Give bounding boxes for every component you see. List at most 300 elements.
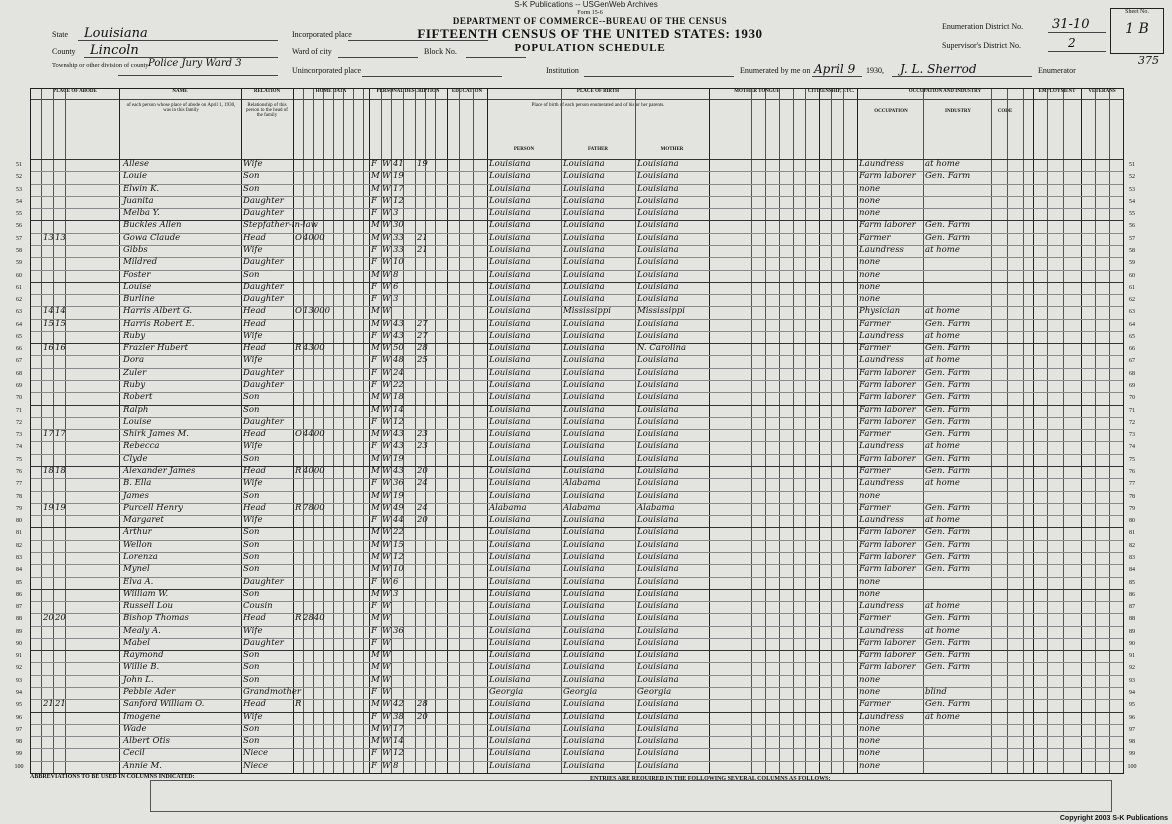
relation: Head <box>243 232 266 243</box>
group-occupation: OCCUPATION AND INDUSTRY <box>857 89 1033 100</box>
table-row <box>16 404 1135 417</box>
person-name: Cecil <box>123 748 145 759</box>
row-number-right: 74 <box>1129 444 1135 451</box>
supervisor-district-value: 2 <box>1068 36 1076 50</box>
row-number-left: 71 <box>16 407 22 414</box>
father-birthplace: Louisiana <box>563 723 605 734</box>
mother-birthplace: Louisiana <box>637 453 679 464</box>
row-number-left: 60 <box>16 272 22 279</box>
sex: F <box>371 355 377 366</box>
archive-banner: S-K Publications -- USGenWeb Archives <box>514 0 658 9</box>
relation: Head <box>243 306 266 317</box>
relation: Daughter <box>243 416 284 427</box>
row-number-left: 81 <box>16 530 22 537</box>
occupation: none <box>859 195 881 206</box>
birthplace: Louisiana <box>489 330 531 341</box>
person-name: Zuler <box>123 367 147 378</box>
group-education: EDUCATION <box>447 89 487 100</box>
industry: Gen. Farm <box>925 502 971 513</box>
race: W <box>382 208 391 219</box>
age: 44 <box>393 515 404 526</box>
sex: M <box>371 588 380 599</box>
birth-column-note: Place of birth of each person enumerated and of his or her parents. <box>531 103 665 108</box>
row-number-left: 89 <box>16 628 22 635</box>
row-number-left: 55 <box>16 211 22 218</box>
row-number-left: 95 <box>16 702 22 709</box>
row-number-right: 93 <box>1129 677 1135 684</box>
sex: F <box>371 748 377 759</box>
person-name: Robert <box>123 392 153 403</box>
incorporated-label: Incorporated place <box>292 30 352 39</box>
birth-father-header: FATHER <box>587 147 609 152</box>
mother-birthplace: Louisiana <box>637 736 679 747</box>
enumerator-label: Enumerator <box>1038 66 1076 75</box>
age-at-marriage: 20 <box>417 515 428 526</box>
birthplace: Louisiana <box>489 367 531 378</box>
mother-birthplace: Louisiana <box>637 220 679 231</box>
owned-rented: O <box>295 306 302 317</box>
sex: F <box>371 441 377 452</box>
row-number-right: 96 <box>1129 714 1135 721</box>
father-birthplace: Louisiana <box>563 269 605 280</box>
owned-rented: R <box>295 502 302 513</box>
birthplace: Louisiana <box>489 711 531 722</box>
industry: blind <box>925 687 947 698</box>
table-row <box>16 269 1135 282</box>
race: W <box>382 539 391 550</box>
industry: Gen. Farm <box>925 429 971 440</box>
father-birthplace: Louisiana <box>563 637 605 648</box>
race: W <box>382 195 391 206</box>
owned-rented: R <box>295 466 302 476</box>
person-name: Elva A. <box>123 576 154 587</box>
birthplace: Louisiana <box>489 723 531 734</box>
dwelling-number: 17 <box>43 429 54 440</box>
age-at-marriage: 27 <box>417 330 428 341</box>
father-birthplace: Alabama <box>563 502 601 513</box>
birthplace: Louisiana <box>489 195 531 206</box>
age-at-marriage: 24 <box>417 478 428 489</box>
row-number-left: 96 <box>16 714 22 721</box>
father-birthplace: Louisiana <box>563 453 605 464</box>
family-number: 16 <box>55 343 66 354</box>
row-number-right: 81 <box>1129 530 1135 537</box>
person-name: Mabel <box>123 637 150 648</box>
mother-birthplace: Louisiana <box>637 711 679 722</box>
row-number-right: 72 <box>1129 419 1135 426</box>
relation: Wife <box>243 330 263 341</box>
age-at-marriage: 25 <box>417 355 428 366</box>
relation: Wife <box>243 515 263 526</box>
group-citizenship: CITIZENSHIP, ETC. <box>805 89 857 100</box>
sheet-number-label: Sheet No. <box>1125 9 1149 15</box>
row-number-left: 61 <box>16 284 22 291</box>
father-birthplace: Louisiana <box>563 551 605 562</box>
father-birthplace: Georgia <box>563 687 598 698</box>
mother-birthplace: Louisiana <box>637 588 679 599</box>
table-row <box>16 699 1135 711</box>
occupation: Farm laborer <box>859 539 916 550</box>
institution-label: Institution <box>546 66 579 75</box>
race: W <box>382 466 391 476</box>
table-row <box>16 392 1135 404</box>
birthplace: Louisiana <box>489 748 531 759</box>
industry: at home <box>925 601 960 612</box>
table-row <box>16 306 1135 318</box>
owned-rented: O <box>295 232 302 243</box>
race: W <box>382 257 391 268</box>
father-birthplace: Louisiana <box>563 748 605 759</box>
father-birthplace: Louisiana <box>563 232 605 243</box>
sheet-number-box <box>1110 8 1164 54</box>
mother-birthplace: Louisiana <box>637 539 679 550</box>
row-number-left: 85 <box>16 579 22 586</box>
row-number-right: 95 <box>1129 702 1135 709</box>
age-at-marriage: 24 <box>417 502 428 513</box>
industry: Gen. Farm <box>925 699 971 710</box>
table-row <box>16 748 1135 760</box>
row-number-left: 68 <box>16 370 22 377</box>
group-relation: RELATION <box>241 89 293 100</box>
relation: Daughter <box>243 637 284 648</box>
race: W <box>382 637 391 648</box>
dwelling-number: 13 <box>43 232 54 243</box>
industry: at home <box>925 478 960 489</box>
row-number-left: 90 <box>16 640 22 647</box>
table-row <box>16 330 1135 343</box>
enumeration-district-value: 31-10 <box>1052 17 1090 32</box>
relation: Head <box>243 613 266 624</box>
row-number-right: 63 <box>1129 309 1135 316</box>
occupation: Farm laborer <box>859 367 916 378</box>
birthplace: Louisiana <box>489 306 531 317</box>
age: 10 <box>393 257 404 268</box>
father-birthplace: Louisiana <box>563 625 605 636</box>
age: 3 <box>393 208 399 219</box>
father-birthplace: Alabama <box>563 478 601 489</box>
occupation: Farm laborer <box>859 453 916 464</box>
occupation: Farmer <box>859 613 891 624</box>
mother-birthplace: Louisiana <box>637 466 679 476</box>
table-row <box>16 441 1135 453</box>
table-row <box>16 380 1135 392</box>
occupation: Laundress <box>859 515 904 526</box>
father-birthplace: Louisiana <box>563 318 605 329</box>
relation: Wife <box>243 441 263 452</box>
race: W <box>382 711 391 722</box>
row-number-left: 97 <box>16 726 22 733</box>
mother-birthplace: Louisiana <box>637 404 679 415</box>
birthplace: Louisiana <box>489 392 531 403</box>
age: 36 <box>393 478 404 489</box>
table-row <box>16 736 1135 748</box>
person-name: Purcell Henry <box>123 502 183 513</box>
sex: M <box>371 171 380 182</box>
industry: Gen. Farm <box>925 220 971 231</box>
row-number-left: 86 <box>16 591 22 598</box>
race: W <box>382 294 391 305</box>
father-birthplace: Louisiana <box>563 674 605 685</box>
row-number-right: 51 <box>1129 162 1135 168</box>
sex: F <box>371 478 377 489</box>
age: 43 <box>393 318 404 329</box>
group-place-of-abode: PLACE OF ABODE <box>31 89 119 100</box>
birthplace: Louisiana <box>489 343 531 354</box>
relation: Son <box>243 723 260 734</box>
sex: M <box>371 539 380 550</box>
mother-birthplace: Louisiana <box>637 551 679 562</box>
person-name: Louie <box>123 171 147 182</box>
industry: at home <box>925 306 960 317</box>
mother-birthplace: Georgia <box>637 687 672 698</box>
table-row <box>16 515 1135 527</box>
occupation: Laundress <box>859 711 904 722</box>
table-row <box>16 294 1135 306</box>
row-number-right: 78 <box>1129 493 1135 500</box>
table-row <box>16 662 1135 674</box>
sex: M <box>371 490 380 501</box>
age-at-marriage: 20 <box>417 466 428 476</box>
township-value: Police Jury Ward 3 <box>148 58 242 69</box>
table-row <box>16 343 1135 355</box>
relation: Head <box>243 343 266 354</box>
occupation: Farm laborer <box>859 220 916 231</box>
father-birthplace: Louisiana <box>563 588 605 599</box>
person-name: Ralph <box>123 404 149 415</box>
age: 49 <box>393 502 404 513</box>
person-name: Buckles Allen <box>123 220 182 231</box>
age-at-marriage: 20 <box>417 711 428 722</box>
person-name: James <box>123 490 149 501</box>
birthplace: Louisiana <box>489 539 531 550</box>
person-name: Harris Robert E. <box>123 318 195 329</box>
birthplace: Louisiana <box>489 171 531 182</box>
row-number-right: 54 <box>1129 198 1135 205</box>
race: W <box>382 687 391 698</box>
row-number-right: 64 <box>1129 321 1135 328</box>
age: 19 <box>393 453 404 464</box>
race: W <box>382 159 391 169</box>
father-birthplace: Louisiana <box>563 736 605 747</box>
table-row <box>16 650 1135 662</box>
father-birthplace: Louisiana <box>563 183 605 194</box>
industry: Gen. Farm <box>925 613 971 624</box>
person-name: Bishop Thomas <box>123 613 189 624</box>
industry: Gen. Farm <box>925 343 971 354</box>
occupation: none <box>859 183 881 194</box>
age-at-marriage: 23 <box>417 429 428 440</box>
father-birthplace: Louisiana <box>563 367 605 378</box>
row-number-right: 58 <box>1129 247 1135 254</box>
row-number-right: 94 <box>1129 690 1135 697</box>
person-name: Albert Otis <box>123 736 170 747</box>
relation: Daughter <box>243 208 284 219</box>
relation: Niece <box>243 748 268 759</box>
age: 38 <box>393 711 404 722</box>
dwelling-number: 16 <box>43 343 54 354</box>
birthplace: Louisiana <box>489 588 531 599</box>
census-title: FIFTEENTH CENSUS OF THE UNITED STATES: 1930 <box>417 26 763 41</box>
row-number-left: 62 <box>16 297 22 304</box>
row-number-left: 67 <box>16 358 22 365</box>
sex: M <box>371 343 380 354</box>
age-at-marriage: 28 <box>417 343 428 354</box>
row-number-right: 56 <box>1129 223 1135 230</box>
age: 30 <box>393 220 404 231</box>
occupation: Farm laborer <box>859 551 916 562</box>
birthplace: Louisiana <box>489 318 531 329</box>
age-at-marriage: 27 <box>417 318 428 329</box>
row-number-right: 75 <box>1129 456 1135 463</box>
age: 3 <box>393 588 399 599</box>
birthplace: Louisiana <box>489 736 531 747</box>
mother-birthplace: Louisiana <box>637 564 679 575</box>
age: 43 <box>393 466 404 476</box>
age: 33 <box>393 232 404 243</box>
sex: F <box>371 367 377 378</box>
race: W <box>382 576 391 587</box>
relation: Grandmother <box>243 687 301 698</box>
person-name: Melba Y. <box>123 208 160 219</box>
industry: Gen. Farm <box>925 662 971 673</box>
father-birthplace: Louisiana <box>563 490 605 501</box>
race: W <box>382 183 391 194</box>
age: 41 <box>393 159 404 169</box>
relation: Stepfather-in-law <box>243 220 318 231</box>
person-name: Allese <box>123 159 149 169</box>
row-number-left: 72 <box>16 419 22 426</box>
age: 6 <box>393 576 399 587</box>
row-number-right: 89 <box>1129 628 1135 635</box>
relation-column-note: Relationship of this person to the head of the family <box>246 103 288 118</box>
group-mother-tongue: MOTHER TONGUE <box>709 89 805 100</box>
industry: Gen. Farm <box>925 171 971 182</box>
birthplace: Louisiana <box>489 232 531 243</box>
row-number-right: 82 <box>1129 542 1135 549</box>
occupation: Farmer <box>859 699 891 710</box>
mother-birthplace: Louisiana <box>637 723 679 734</box>
person-name: Shirk James M. <box>123 429 189 440</box>
birthplace: Louisiana <box>489 674 531 685</box>
birthplace: Louisiana <box>489 478 531 489</box>
table-row <box>16 318 1135 331</box>
father-birthplace: Louisiana <box>563 195 605 206</box>
person-name: Russell Lou <box>123 601 174 612</box>
birthplace: Louisiana <box>489 416 531 427</box>
relation: Son <box>243 674 260 685</box>
industry: Gen. Farm <box>925 637 971 648</box>
age-at-marriage: 23 <box>417 441 428 452</box>
industry: at home <box>925 244 960 255</box>
person-name: Rebecca <box>123 441 160 452</box>
occupation: Farm laborer <box>859 404 916 415</box>
relation: Son <box>243 736 260 747</box>
group-name: NAME <box>119 89 241 100</box>
row-number-left: 53 <box>16 186 22 193</box>
age: 48 <box>393 355 404 366</box>
row-number-right: 57 <box>1129 235 1135 242</box>
race: W <box>382 367 391 378</box>
race: W <box>382 429 391 440</box>
sex: F <box>371 281 377 292</box>
row-number-left: 56 <box>16 223 22 230</box>
mother-birthplace: Louisiana <box>637 650 679 661</box>
sex: M <box>371 613 380 624</box>
relation: Wife <box>243 244 263 255</box>
industry: Gen. Farm <box>925 232 971 243</box>
county-label: County <box>52 47 76 56</box>
row-number-left: 79 <box>16 505 22 512</box>
mother-birthplace: Louisiana <box>637 601 679 612</box>
unincorporated-label: Unincorporated place <box>292 66 362 75</box>
mother-birthplace: Louisiana <box>637 159 679 169</box>
race: W <box>382 502 391 513</box>
row-number-left: 77 <box>16 481 22 488</box>
enumerator-name: J. L. Sherrod <box>900 62 977 76</box>
mother-birthplace: Louisiana <box>637 355 679 366</box>
birthplace: Louisiana <box>489 662 531 673</box>
birthplace: Louisiana <box>489 576 531 587</box>
person-name: Louise <box>123 281 152 292</box>
age-at-marriage: 19 <box>417 159 428 169</box>
mother-birthplace: Louisiana <box>637 183 679 194</box>
father-birthplace: Louisiana <box>563 650 605 661</box>
mother-birthplace: Louisiana <box>637 515 679 526</box>
mother-birthplace: Louisiana <box>637 490 679 501</box>
table-row <box>16 208 1135 220</box>
industry: Gen. Farm <box>925 564 971 575</box>
table-row <box>16 195 1135 208</box>
mother-birthplace: Louisiana <box>637 441 679 452</box>
father-birthplace: Louisiana <box>563 220 605 231</box>
mother-birthplace: Louisiana <box>637 269 679 280</box>
birthplace: Louisiana <box>489 515 531 526</box>
department-line: DEPARTMENT OF COMMERCE--BUREAU OF THE CENSUS <box>452 16 728 26</box>
birthplace: Louisiana <box>489 551 531 562</box>
industry: Gen. Farm <box>925 527 971 538</box>
occupation: Laundress <box>859 244 904 255</box>
father-birthplace: Mississippi <box>563 306 611 317</box>
occupation: Laundress <box>859 625 904 636</box>
person-name: Wellon <box>123 539 153 550</box>
industry: Gen. Farm <box>925 539 971 550</box>
row-number-right: 87 <box>1129 604 1135 611</box>
occupation: none <box>859 294 881 305</box>
table-row <box>16 257 1135 269</box>
relation: Head <box>243 699 266 710</box>
sex: M <box>371 650 380 661</box>
occupation: none <box>859 588 881 599</box>
age: 8 <box>393 760 399 771</box>
occupation: Farmer <box>859 232 891 243</box>
industry: Gen. Farm <box>925 466 971 476</box>
row-number-right: 67 <box>1129 358 1135 365</box>
birthplace: Louisiana <box>489 441 531 452</box>
industry: Gen. Farm <box>925 453 971 464</box>
row-number-right: 73 <box>1129 432 1135 439</box>
sex: M <box>371 736 380 747</box>
age: 50 <box>393 343 404 354</box>
occupation: Farm laborer <box>859 171 916 182</box>
entries-required-title: ENTRIES ARE REQUIRED IN THE FOLLOWING SEVERAL COLUMNS AS FOLLOWS: <box>590 776 831 782</box>
person-name: Wade <box>123 723 147 734</box>
race: W <box>382 244 391 255</box>
race: W <box>382 330 391 341</box>
birthplace: Louisiana <box>489 208 531 219</box>
row-number-right: 99 <box>1129 751 1135 758</box>
row-number-left: 98 <box>16 739 22 746</box>
sex: F <box>371 294 377 305</box>
